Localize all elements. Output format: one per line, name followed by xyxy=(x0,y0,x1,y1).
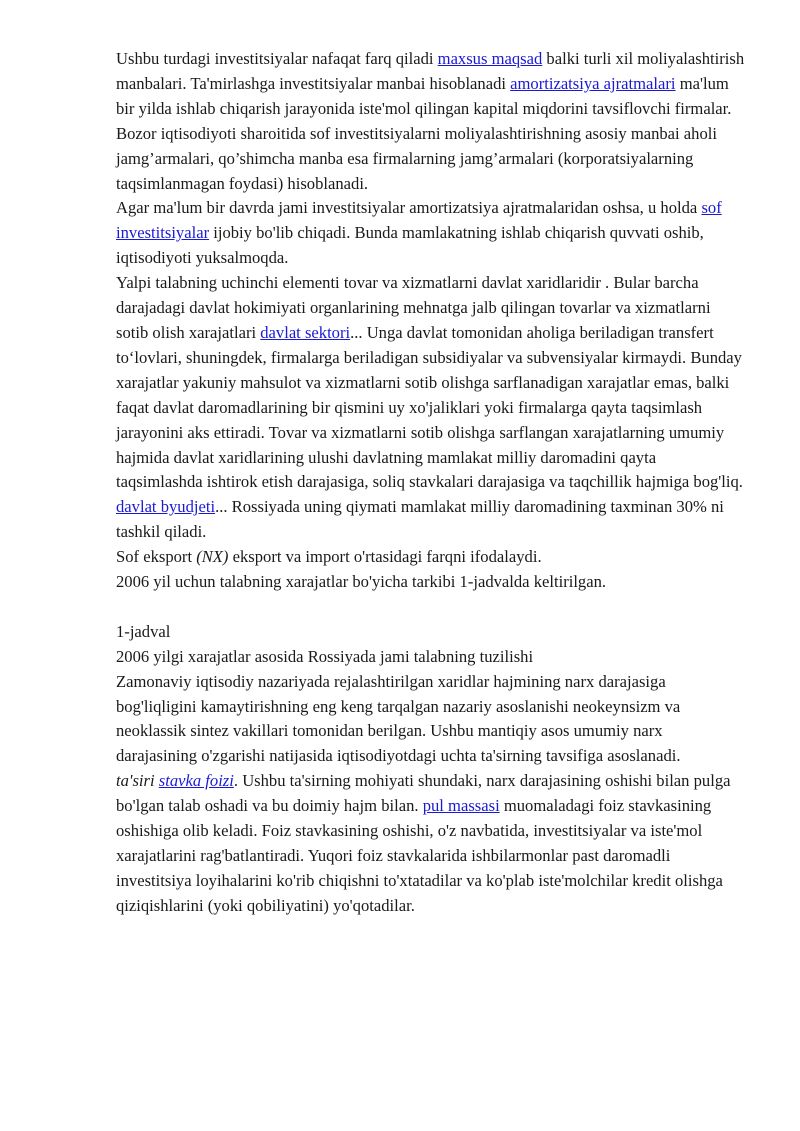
text-emphasis: ta'siri xyxy=(116,771,159,791)
text-run: Ushbu turdagi investitsiyalar nafaqat farq qiladi xyxy=(116,49,438,68)
link-maxsus-maqsad[interactable]: maxsus maqsad xyxy=(437,49,543,68)
text-run: Sof eksport xyxy=(116,547,197,567)
link-text: stavka foizi xyxy=(158,771,234,791)
paragraph-interest-rate-effect xyxy=(116,769,746,918)
link-davlat-byudjeti[interactable]: davlat byudjeti xyxy=(116,497,216,517)
table-label xyxy=(116,620,746,645)
paragraph-modern-theory xyxy=(116,670,746,770)
text-emphasis: (NX) xyxy=(196,547,229,567)
document-page xyxy=(116,47,746,919)
text-run: eksport va import o'rtasidagi farqni ifodalaydi. xyxy=(228,547,542,567)
text-run: ... Unga davlat tomonidan aholiga beriladigan transfert to‘lovlari, shuningdek, firmalarga beriladigan subsidiyalar va subvensiyalar kirmaydi. Bunday xarajatlar yakuniy mahsulot va xizmatlarni sotib olishga sarflanadigan xarajatlar emas, balki faqat davlat daromadlarining bir qismini uy xo'jaliklari yoki firmalarga qayta taqsimlash jarayonini aks ettiradi. Tovar va xizmatlarni sotib olishga sarflangan xarajatlarning umumiy hajmida davlat xaridlarining ulushi davlatning mamlakat milliy daromadini qayta taqsimlashda ishtirok etish darajasiga, soliq stavkalari darajasiga va taqchillik hajmiga bog'liq. xyxy=(116,322,743,492)
paragraph-investment-sources xyxy=(116,47,746,196)
text-run: Yalpi talabning uchinchi elementi tovar va xizmatlarni davlat xaridlaridir . Bular barcha darajadagi davlat hokimiyati organlarining mehnatga jalb qilingan tovarlar va xizmatlarni sotib olish xarajatlari xyxy=(116,273,711,342)
text-run: muomaladagi foiz stavkasining oshishiga olib keladi. Foiz stavkasining oshishi, o'z navbatida, investitsiyalar va iste'mol xarajatlarini rag'batlantiradi. Yuqori foiz stavkalarida ishbilarmonlar past daromadli investitsiya loyihalarini ko'rib chiqishni to'xtatadilar va ko'plab iste'molchilar kredit olishga qiziqishlarini (yoki qobiliyatini) yo'qotadilar. xyxy=(116,796,723,915)
paragraph-table-reference xyxy=(116,570,746,595)
text-run: Agar ma'lum bir davrda jami investitsiyalar amortizatsiya ajratmalaridan oshsa, u holda xyxy=(116,198,702,218)
text-run: . Ushbu ta'sirning mohiyati shundaki, narx darajasining oshishi bilan pulga bo'lgan talab oshadi va bu doimiy hajm bilan. xyxy=(116,771,731,816)
link-pul-massasi[interactable]: pul massasi xyxy=(422,796,500,816)
text-run: 1-jadval xyxy=(116,621,171,641)
link-sof-investitsiyalar[interactable]: sof investitsiyalar xyxy=(116,198,722,243)
text-run: 2006 yilgi xarajatlar asosida Rossiyada jami talabning tuzilishi xyxy=(116,646,534,666)
link-davlat-sektori[interactable]: davlat sektori xyxy=(260,322,351,342)
text-run: Zamonaviy iqtisodiy nazariyada rejalashtirilgan xaridlar hajmining narx darajasiga bog'liqligini kamaytirishning eng keng tarqalgan nazariy asoslanishi neokeynsizm va neoklassik sintez vakillari tomonidan berilgan. Ushbu mantiqiy asos umumiy narx darajasining o'zgarishi natijasida iqtisodiyotdagi uchta ta'sirning tavsifiga asoslanadi. xyxy=(116,671,681,766)
table-caption xyxy=(116,645,746,670)
text-run: balki turli xil moliyalashtirish manbalari. Ta'mirlashga investitsiyalar manbai hisoblanadi xyxy=(116,49,745,93)
text-run: ma'lum bir yilda ishlab chiqarish jarayonida iste'mol qilingan kapital miqdorini tavsiflovchi firmalar. Bozor iqtisodiyoti sharoitida sof investitsiyalarni moliyalashtirishning asosiy manbai aholi jamg’armalari, qo’shimcha manba esa firmalarning jamg’armalari (korporatsiyalarning taqsimlanmagan foydasi) hisoblanadi. xyxy=(116,73,732,193)
text-run: ijobiy bo'lib chiqadi. Bunda mamlakatning ishlab chiqarish quvvati oshib, iqtisodiyoti yuksalmoqda. xyxy=(116,223,704,268)
link-amortizatsiya-ajratmalari[interactable]: amortizatsiya ajratmalari xyxy=(510,73,676,93)
text-run: ... Rossiyada uning qiymati mamlakat milliy daromadining taxminan 30% ni tashkil qiladi. xyxy=(116,497,724,542)
blank-line xyxy=(116,595,746,620)
paragraph-government-purchases xyxy=(116,271,746,545)
link-stavka-foizi[interactable] xyxy=(159,771,234,790)
paragraph-net-investment xyxy=(116,196,746,271)
paragraph-net-export xyxy=(116,545,746,570)
text-run: 2006 yil uchun talabning xarajatlar bo'yicha tarkibi 1-jadvalda keltirilgan. xyxy=(116,572,607,592)
